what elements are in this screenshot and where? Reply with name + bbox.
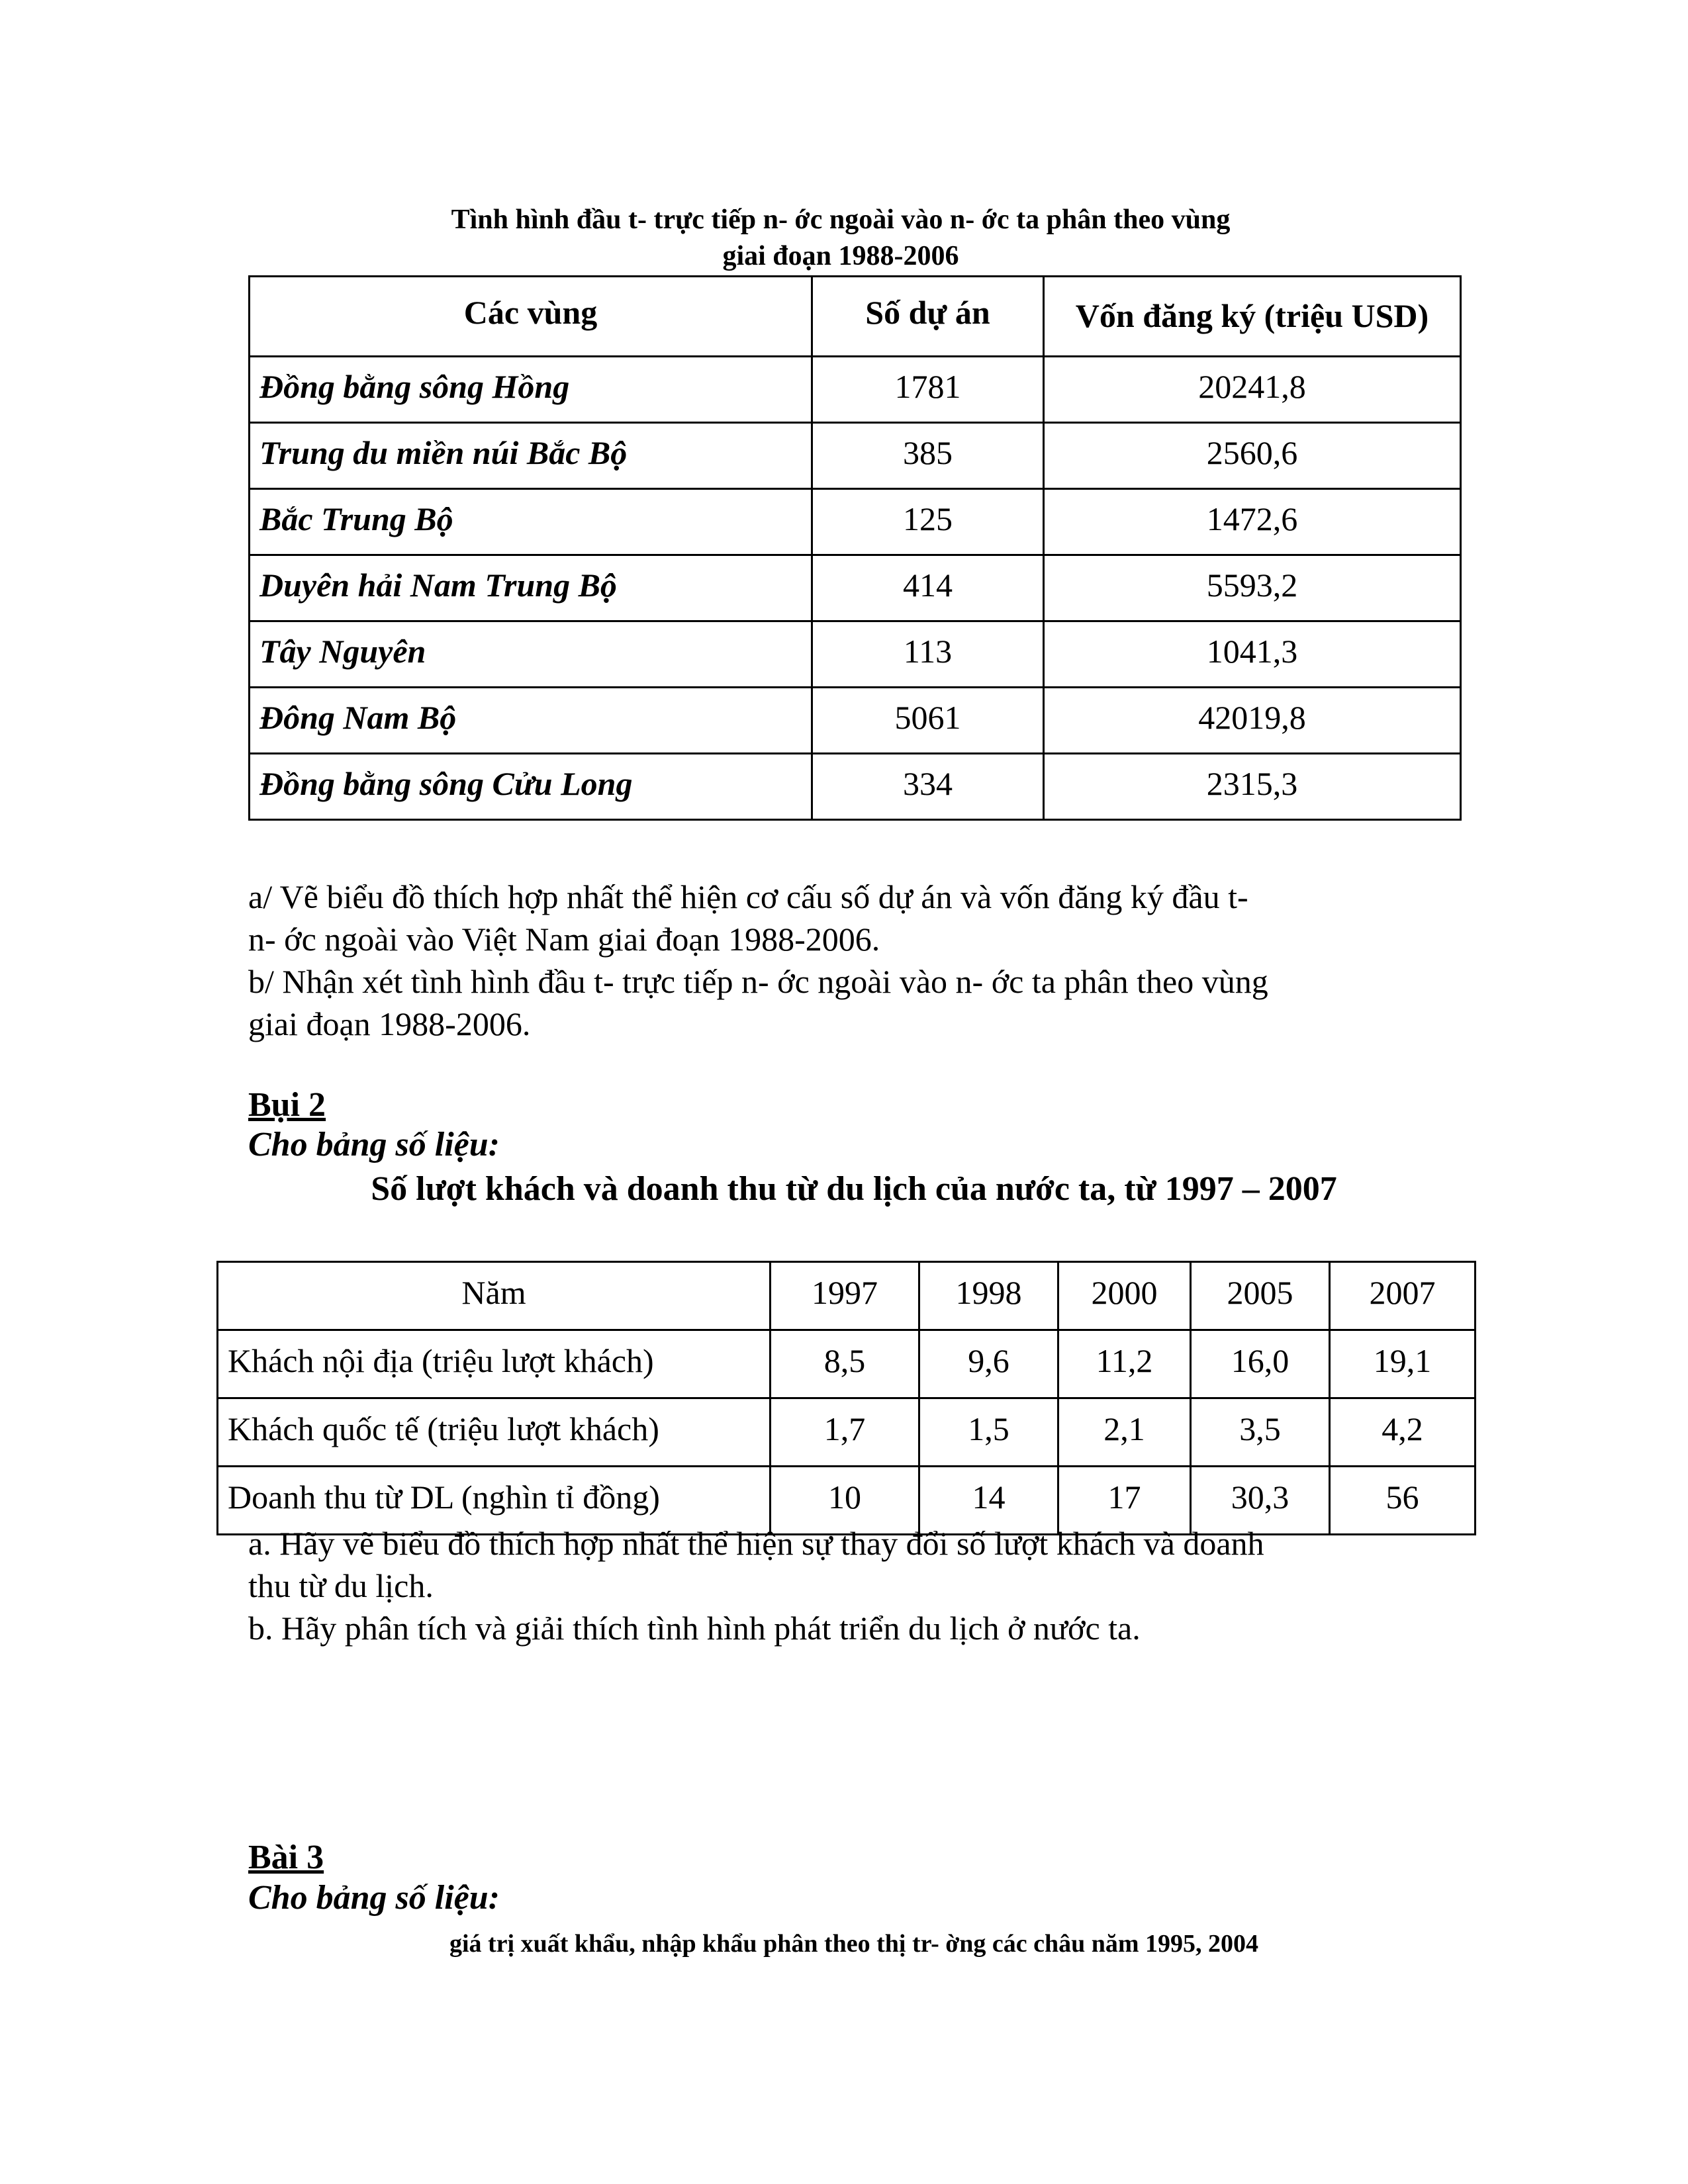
exercise-2-subheading: Cho bảng số liệu:: [248, 1126, 500, 1163]
capital-cell: 42019,8: [1044, 688, 1461, 754]
projects-cell: 1781: [812, 357, 1044, 423]
row-label: Doanh thu từ DL (nghìn tỉ đồng): [218, 1467, 771, 1535]
header-capital: Vốn đăng ký (triệu USD): [1044, 277, 1461, 357]
header-year: 2005: [1191, 1262, 1330, 1330]
row-label: Khách nội địa (triệu lượt khách): [218, 1330, 771, 1398]
region-cell: Đông Nam Bộ: [250, 688, 812, 754]
value-cell: 10: [771, 1467, 919, 1535]
projects-cell: 414: [812, 555, 1044, 621]
header-year: 2000: [1058, 1262, 1191, 1330]
capital-cell: 1472,6: [1044, 489, 1461, 555]
value-cell: 8,5: [771, 1330, 919, 1398]
value-cell: 56: [1330, 1467, 1476, 1535]
header-year: 1997: [771, 1262, 919, 1330]
table-header-row: [250, 277, 1461, 357]
capital-cell: 2315,3: [1044, 754, 1461, 820]
table-row: [250, 754, 1461, 820]
tourism-table: [216, 1261, 1476, 1535]
table3-title: giá trị xuất khẩu, nhập khẩu phân theo thị tr- ờng các châu năm 1995, 2004: [449, 1930, 1259, 1958]
question-1a-line2: n- ớc ngoài vào Việt Nam giai đoạn 1988-2006.: [248, 921, 880, 958]
question-1b-line2: giai đoạn 1988-2006.: [248, 1005, 531, 1042]
table-row: [218, 1398, 1476, 1467]
header-region: Các vùng: [250, 277, 812, 357]
region-cell: Bắc Trung Bộ: [250, 489, 812, 555]
header-projects: Số dự án: [812, 277, 1044, 357]
header-year-label: Năm: [218, 1262, 771, 1330]
table-row: [218, 1330, 1476, 1398]
region-cell: Đồng bằng sông Cửu Long: [250, 754, 812, 820]
table-row: [250, 621, 1461, 688]
projects-cell: 5061: [812, 688, 1044, 754]
fdi-by-region-table: [248, 275, 1462, 821]
region-cell: Trung du miền núi Bắc Bộ: [250, 423, 812, 489]
value-cell: 4,2: [1330, 1398, 1476, 1467]
value-cell: 1,5: [919, 1398, 1058, 1467]
value-cell: 11,2: [1058, 1330, 1191, 1398]
value-cell: 14: [919, 1467, 1058, 1535]
projects-cell: 385: [812, 423, 1044, 489]
table-row: [250, 688, 1461, 754]
question-1b-line1: b/ Nhận xét tình hình đầu t- trực tiếp n- ớc ngoài vào n- ớc ta phân theo vùng: [248, 963, 1268, 1000]
table-header-row: [218, 1262, 1476, 1330]
table2-title: Số lượt khách và doanh thu từ du lịch của nước ta, từ 1997 – 2007: [371, 1170, 1337, 1208]
value-cell: 9,6: [919, 1330, 1058, 1398]
header-year: 2007: [1330, 1262, 1476, 1330]
value-cell: 1,7: [771, 1398, 919, 1467]
row-label: Khách quốc tế (triệu lượt khách): [218, 1398, 771, 1467]
table1-title-line2: giai đoạn 1988-2006: [722, 241, 959, 271]
table-row: [250, 357, 1461, 423]
projects-cell: 125: [812, 489, 1044, 555]
question-1a-line1: a/ Vẽ biểu đồ thích hợp nhất thể hiện cơ cấu số dự án và vốn đăng ký đầu t-: [248, 878, 1248, 915]
value-cell: 19,1: [1330, 1330, 1476, 1398]
capital-cell: 20241,8: [1044, 357, 1461, 423]
exercise-3-heading: Bài 3: [248, 1839, 324, 1876]
region-cell: Tây Nguyên: [250, 621, 812, 688]
value-cell: 2,1: [1058, 1398, 1191, 1467]
capital-cell: 5593,2: [1044, 555, 1461, 621]
capital-cell: 1041,3: [1044, 621, 1461, 688]
exercise-3-subheading: Cho bảng số liệu:: [248, 1879, 500, 1917]
exercise-2-heading: Bụi 2: [248, 1086, 326, 1124]
question-2b: b. Hãy phân tích và giải thích tình hình phát triển du lịch ở nước ta.: [248, 1610, 1141, 1647]
question-2a-line2: thu từ du lịch.: [248, 1567, 434, 1604]
value-cell: 16,0: [1191, 1330, 1330, 1398]
projects-cell: 113: [812, 621, 1044, 688]
question-2a-line1: a. Hãy vẽ biểu đồ thích hợp nhất thể hiện sự thay đổi số lượt khách và doanh: [248, 1525, 1264, 1562]
table1-title-line1: Tình hình đầu t- trực tiếp n- ớc ngoài vào n- ớc ta phân theo vùng: [451, 205, 1231, 235]
header-year: 1998: [919, 1262, 1058, 1330]
region-cell: Đồng bằng sông Hồng: [250, 357, 812, 423]
capital-cell: 2560,6: [1044, 423, 1461, 489]
value-cell: 3,5: [1191, 1398, 1330, 1467]
table-row: [250, 423, 1461, 489]
value-cell: 30,3: [1191, 1467, 1330, 1535]
value-cell: 17: [1058, 1467, 1191, 1535]
table-row: [250, 489, 1461, 555]
table-row: [250, 555, 1461, 621]
projects-cell: 334: [812, 754, 1044, 820]
region-cell: Duyên hải Nam Trung Bộ: [250, 555, 812, 621]
